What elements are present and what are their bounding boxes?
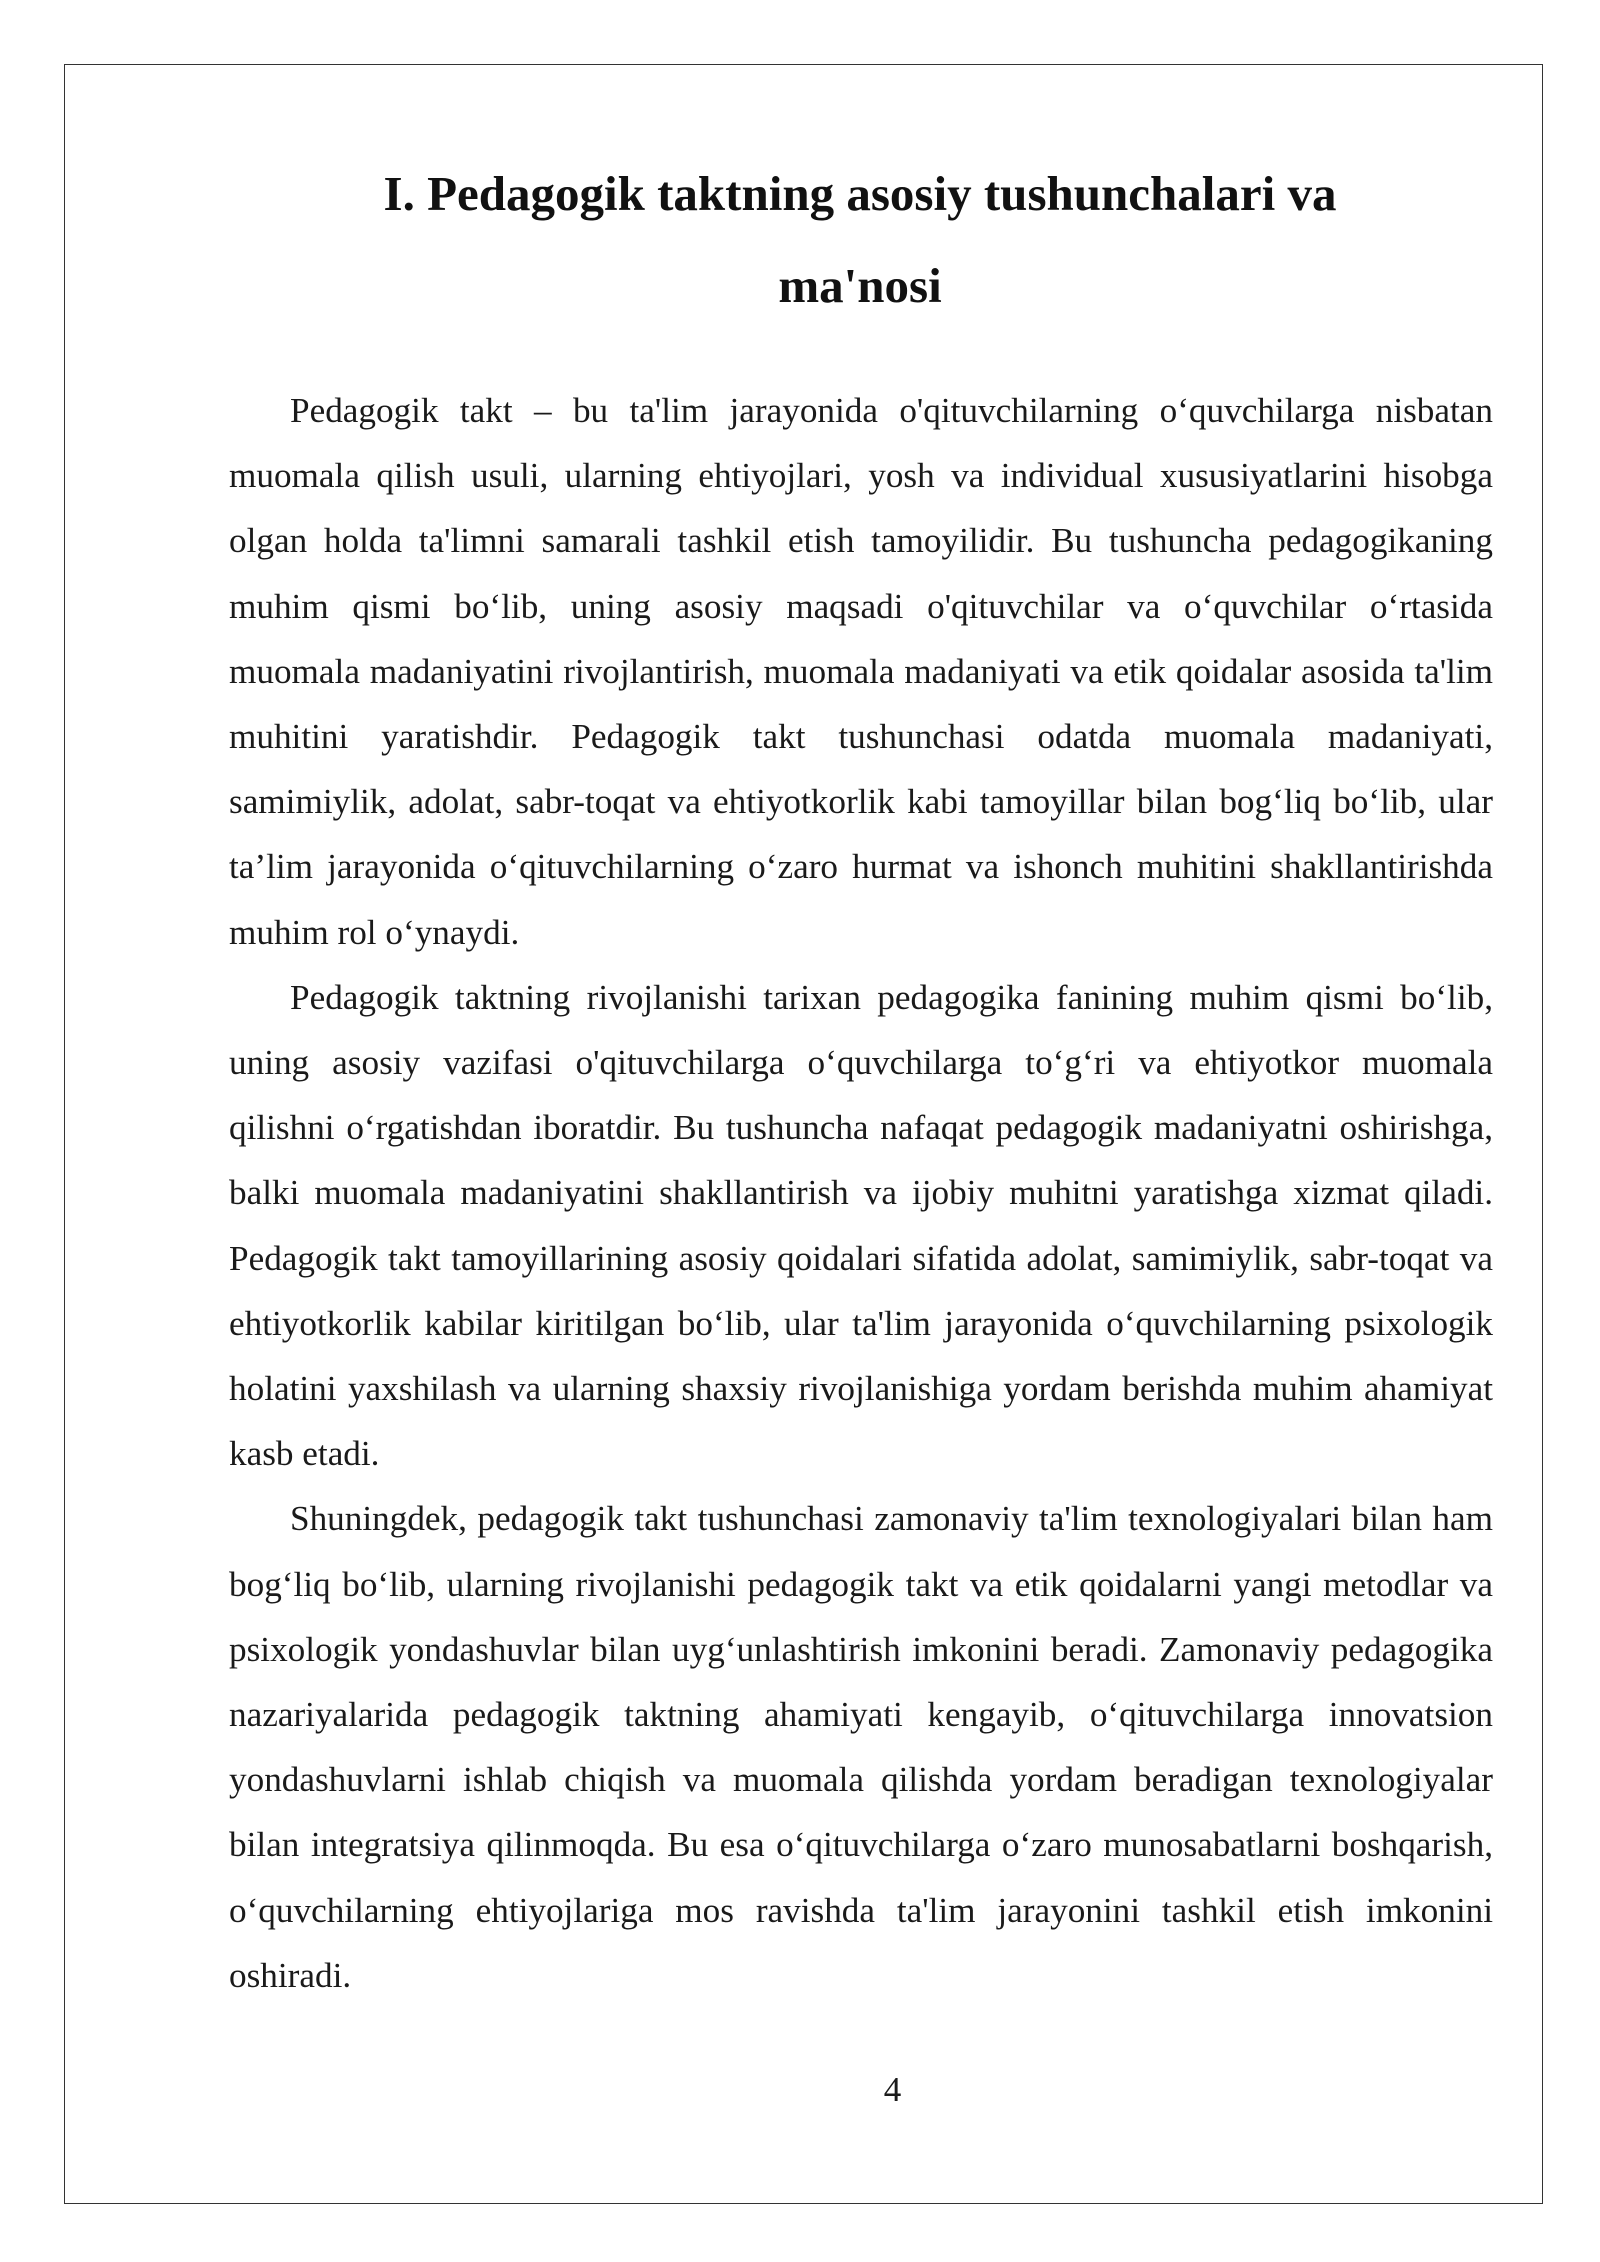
paragraph-2: Pedagogik taktning rivojlanishi tarixan pedagogika fanining muhim qismi bo‘lib, uning asosiy vazifasi o'qituvchilarga o‘quvchilarga to‘g‘ri va ehtiyotkor muomala qilishni o‘rgatishdan iboratdir. Bu tushuncha nafaqat pedagogik madaniyatni oshirishga, balki muomala madaniyatini shakllantirish va ijobiy muhitni yaratishga xizmat qiladi. Pedagogik takt tamoyillarining asosiy qoidalari sifatida adolat, samimiylik, sabr-toqat va ehtiyotkorlik kabilar kiritilgan bo‘lib, ular ta'lim jarayonida o‘quvchilarning psixologik holatini yaxshilash va ularning shaxsiy rivojlanishiga yordam berishda muhim ahamiyat kasb etadi.: [229, 977, 1493, 1474]
paragraph-3: Shuningdek, pedagogik takt tushunchasi zamonaviy ta'lim texnologiyalari bilan ham bog‘liq bo‘lib, ularning rivojlanishi pedagogik takt va etik qoidalarni yangi metodlar va psixologik yondashuvlar bilan uyg‘unlashtirish imkonini beradi. Zamonaviy pedagogika nazariyalarida pedagogik taktning ahamiyati kengayib, o‘qituvchilarga innovatsion yondashuvlarni ishlab chiqish va muomala qilishda yordam beradigan texnologiyalar bilan integratsiya qilinmoqda. Bu esa o‘qituvchilarga o‘zaro munosabatlarni boshqarish, o‘quvchilarning ehtiyojlariga mos ravishda ta'lim jarayonini tashkil etish imkonini oshiradi.: [229, 1499, 1493, 1995]
paragraph-1: Pedagogik takt – bu ta'lim jarayonida o'qituvchilarning o‘quvchilarga nisbatan muomala qilish usuli, ularning ehtiyojlari, yosh va individual xususiyatlarini hisobga olgan holda ta'limni samarali tashkil etish tamoyilidir. Bu tushuncha pedagogikaning muhim qismi bo‘lib, uning asosiy maqsadi o'qituvchilar va o‘quvchilar o‘rtasida muomala madaniyatini rivojlantirish, muomala madaniyati va etik qoidalar asosida ta'lim muhitini yaratishdir. Pedagogik takt tushunchasi odatda muomala madaniyati, samimiylik, adolat, sabr-toqat va ehtiyotkorlik kabi tamoyillar bilan bog‘liq bo‘lib, ular ta’lim jarayonida o‘qituvchilarning o‘zaro hurmat va ishonch muhitini shakllantirishda muhim rol o‘ynaydi.: [229, 391, 1493, 952]
page-number: 4: [883, 2070, 902, 2109]
body-text: [229, 378, 1493, 2008]
section-heading: I. Pedagogik taktning asosiy tushunchalari va ma'nosi: [383, 166, 1337, 313]
